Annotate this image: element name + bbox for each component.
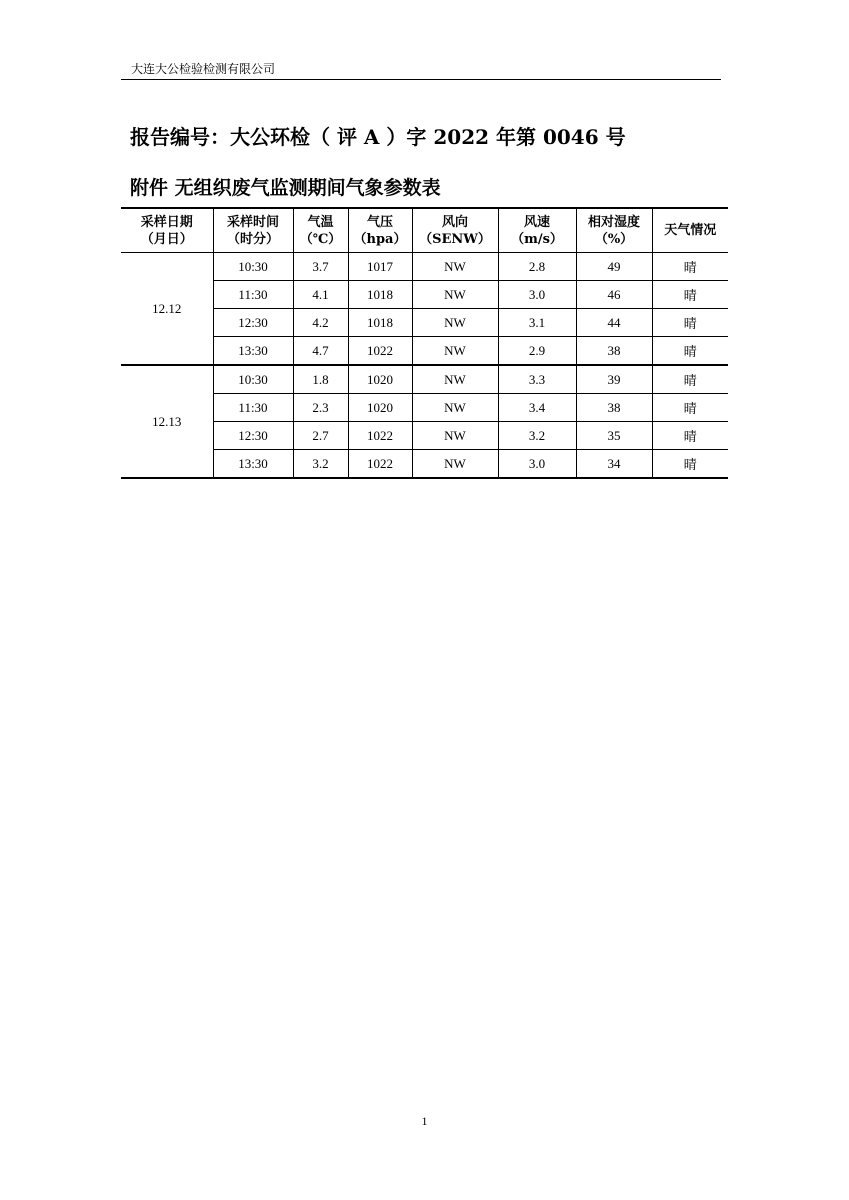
humidity-cell: 39 <box>576 365 652 394</box>
time-cell: 11:30 <box>213 281 293 309</box>
wind-speed-cell: 3.1 <box>498 309 576 337</box>
weather-cell: 晴 <box>652 281 728 309</box>
weather-cell: 晴 <box>652 422 728 450</box>
col-header-temperature: 气温 （℃） <box>293 208 348 253</box>
temp-cell: 3.7 <box>293 253 348 281</box>
humidity-cell: 35 <box>576 422 652 450</box>
wind-speed-cell: 2.9 <box>498 337 576 366</box>
header-divider <box>121 79 721 80</box>
wind-speed-cell: 3.0 <box>498 450 576 479</box>
time-cell: 12:30 <box>213 422 293 450</box>
temp-cell: 1.8 <box>293 365 348 394</box>
wind-speed-cell: 3.0 <box>498 281 576 309</box>
time-cell: 13:30 <box>213 337 293 366</box>
pressure-cell: 1020 <box>348 365 412 394</box>
time-cell: 12:30 <box>213 309 293 337</box>
temp-cell: 3.2 <box>293 450 348 479</box>
time-cell: 13:30 <box>213 450 293 479</box>
wind-speed-cell: 3.4 <box>498 394 576 422</box>
humidity-cell: 38 <box>576 337 652 366</box>
wind-dir-cell: NW <box>412 337 498 366</box>
time-cell: 10:30 <box>213 253 293 281</box>
col-header-weather: 天气情况 <box>652 208 728 253</box>
table-row <box>121 337 728 366</box>
temp-cell: 4.2 <box>293 309 348 337</box>
table-row <box>121 394 728 422</box>
pressure-cell: 1020 <box>348 394 412 422</box>
weather-cell: 晴 <box>652 394 728 422</box>
col-header-wind-direction: 风向 （SENW） <box>412 208 498 253</box>
pressure-cell: 1018 <box>348 281 412 309</box>
weather-cell: 晴 <box>652 450 728 479</box>
attachment-title: 附件 无组织废气监测期间气象参数表 <box>130 177 441 199</box>
wind-dir-cell: NW <box>412 281 498 309</box>
wind-dir-cell: NW <box>412 253 498 281</box>
col-header-pressure: 气压 （hpa） <box>348 208 412 253</box>
wind-dir-cell: NW <box>412 422 498 450</box>
wind-speed-cell: 3.3 <box>498 365 576 394</box>
table-header-row <box>121 208 728 253</box>
table-row <box>121 253 728 281</box>
humidity-cell: 44 <box>576 309 652 337</box>
time-cell: 10:30 <box>213 365 293 394</box>
table-row <box>121 422 728 450</box>
wind-dir-cell: NW <box>412 365 498 394</box>
weather-parameters-table <box>121 207 728 479</box>
col-header-humidity: 相对湿度 （%） <box>576 208 652 253</box>
temp-cell: 4.1 <box>293 281 348 309</box>
weather-cell: 晴 <box>652 365 728 394</box>
wind-speed-cell: 3.2 <box>498 422 576 450</box>
table-row <box>121 365 728 394</box>
pressure-cell: 1017 <box>348 253 412 281</box>
pressure-cell: 1022 <box>348 422 412 450</box>
table-row <box>121 309 728 337</box>
humidity-cell: 46 <box>576 281 652 309</box>
humidity-cell: 38 <box>576 394 652 422</box>
pressure-cell: 1018 <box>348 309 412 337</box>
wind-dir-cell: NW <box>412 450 498 479</box>
date-cell: 12.12 <box>121 253 213 366</box>
weather-cell: 晴 <box>652 337 728 366</box>
col-header-date: 采样日期 （月日） <box>121 208 213 253</box>
table-row <box>121 281 728 309</box>
temp-cell: 2.7 <box>293 422 348 450</box>
temp-cell: 2.3 <box>293 394 348 422</box>
wind-speed-cell: 2.8 <box>498 253 576 281</box>
weather-cell: 晴 <box>652 253 728 281</box>
temp-cell: 4.7 <box>293 337 348 366</box>
pressure-cell: 1022 <box>348 337 412 366</box>
page-number: 1 <box>421 1114 428 1128</box>
humidity-cell: 34 <box>576 450 652 479</box>
col-header-wind-speed: 风速 （m/s） <box>498 208 576 253</box>
report-number: 报告编号：大公环检（ 评 A ）字 2022 年第 0046 号 <box>130 125 626 149</box>
wind-dir-cell: NW <box>412 394 498 422</box>
table-row <box>121 450 728 479</box>
col-header-time: 采样时间 （时分） <box>213 208 293 253</box>
time-cell: 11:30 <box>213 394 293 422</box>
company-name: 大连大公检验检测有限公司 <box>131 62 276 76</box>
weather-cell: 晴 <box>652 309 728 337</box>
humidity-cell: 49 <box>576 253 652 281</box>
wind-dir-cell: NW <box>412 309 498 337</box>
pressure-cell: 1022 <box>348 450 412 479</box>
date-cell: 12.13 <box>121 365 213 478</box>
